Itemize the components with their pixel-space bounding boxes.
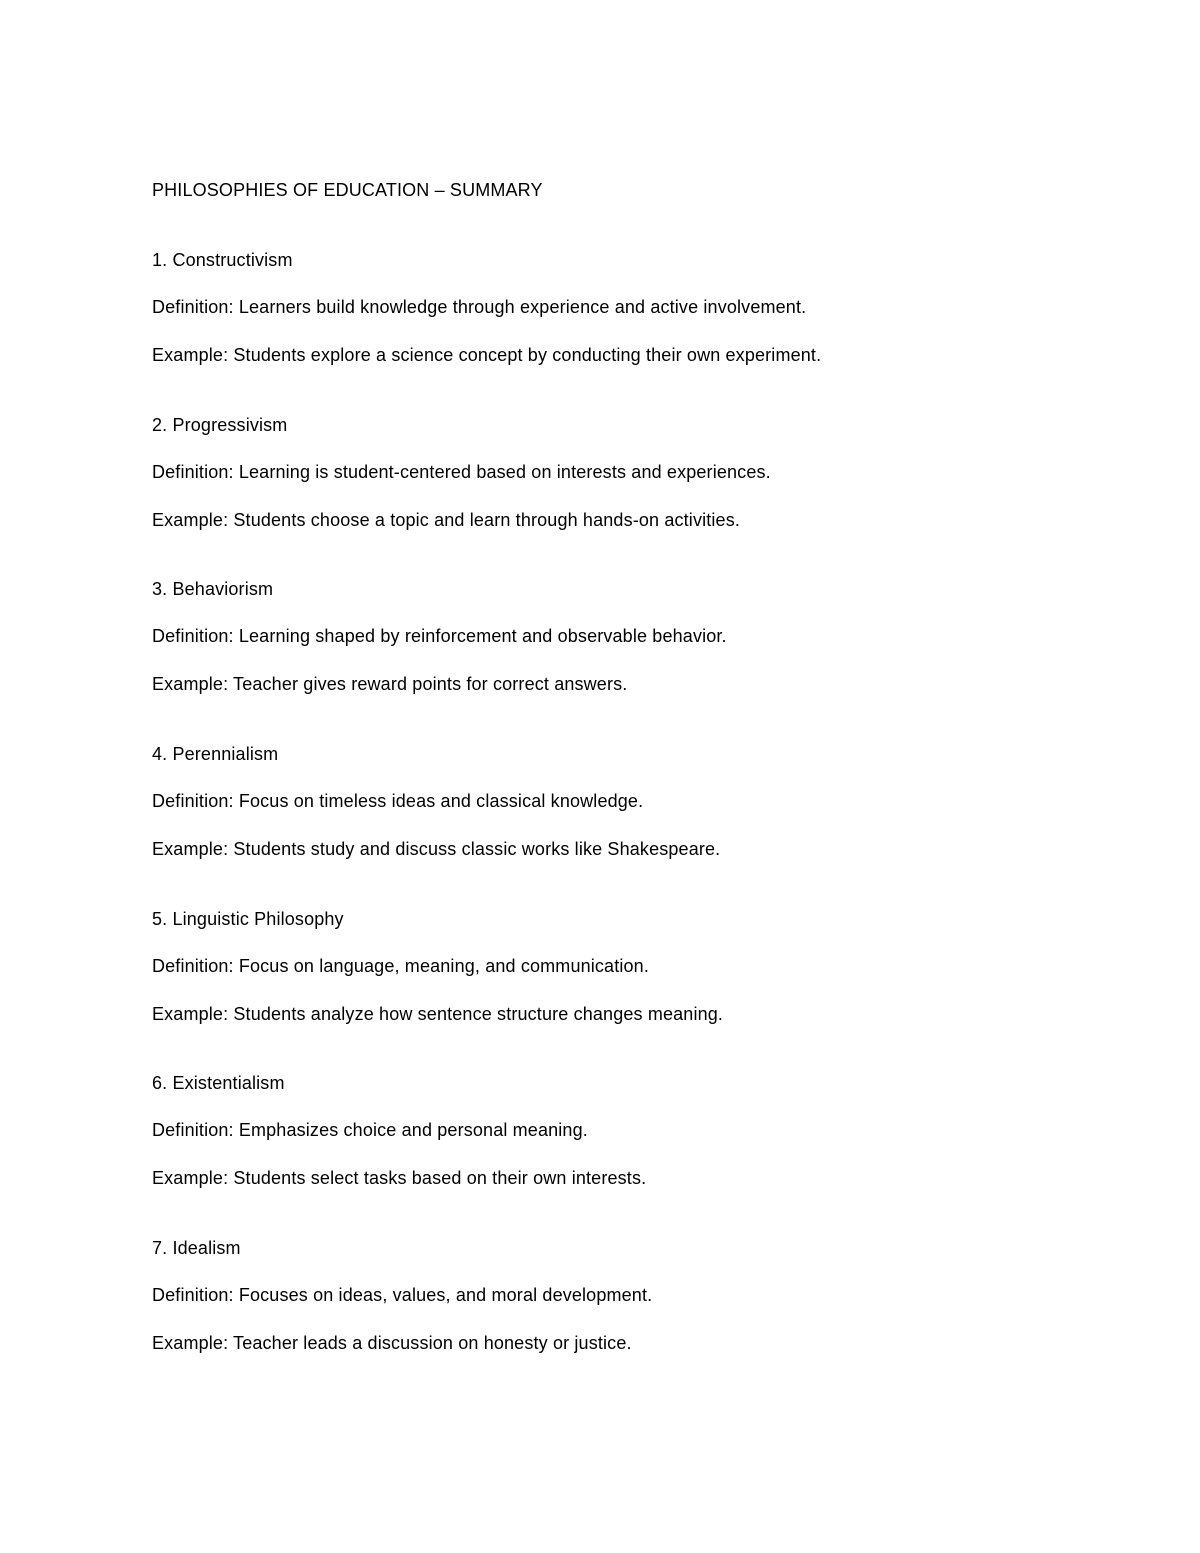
section-example: Example: Students study and discuss classic works like Shakespeare. — [152, 839, 721, 859]
section-example: Example: Students analyze how sentence structure changes meaning. — [152, 1004, 724, 1024]
philosophy-section — [0, 1238, 1200, 1402]
section-heading: 5. Linguistic Philosophy — [152, 909, 344, 929]
section-definition: Definition: Focus on language, meaning, and communication. — [152, 956, 649, 976]
section-heading: 1. Constructivism — [152, 250, 293, 270]
philosophy-section — [0, 1073, 1200, 1237]
philosophy-section — [0, 415, 1200, 579]
section-definition: Definition: Emphasizes choice and personal meaning. — [152, 1120, 588, 1140]
philosophy-section — [0, 579, 1200, 743]
section-definition: Definition: Learning shaped by reinforcement and observable behavior. — [152, 626, 727, 646]
section-heading: 4. Perennialism — [152, 744, 279, 764]
section-heading: 2. Progressivism — [152, 415, 288, 435]
section-definition: Definition: Learners build knowledge through experience and active involvement. — [152, 297, 807, 317]
section-definition: Definition: Focuses on ideas, values, and moral development. — [152, 1285, 653, 1305]
section-example: Example: Students select tasks based on their own interests. — [152, 1168, 647, 1188]
section-example: Example: Teacher gives reward points for correct answers. — [152, 674, 628, 694]
section-example: Example: Students choose a topic and learn through hands-on activities. — [152, 510, 741, 530]
section-example: Example: Students explore a science concept by conducting their own experiment. — [152, 345, 822, 365]
section-example: Example: Teacher leads a discussion on honesty or justice. — [152, 1333, 632, 1353]
philosophy-section — [0, 909, 1200, 1073]
section-definition: Definition: Focus on timeless ideas and classical knowledge. — [152, 791, 644, 811]
section-heading: 7. Idealism — [152, 1238, 241, 1258]
section-heading: 6. Existentialism — [152, 1073, 285, 1093]
philosophy-section — [0, 250, 1200, 414]
document-title: PHILOSOPHIES OF EDUCATION – SUMMARY — [152, 180, 543, 200]
philosophy-section — [0, 744, 1200, 908]
section-definition: Definition: Learning is student-centered based on interests and experiences. — [152, 462, 771, 482]
section-heading: 3. Behaviorism — [152, 579, 274, 599]
